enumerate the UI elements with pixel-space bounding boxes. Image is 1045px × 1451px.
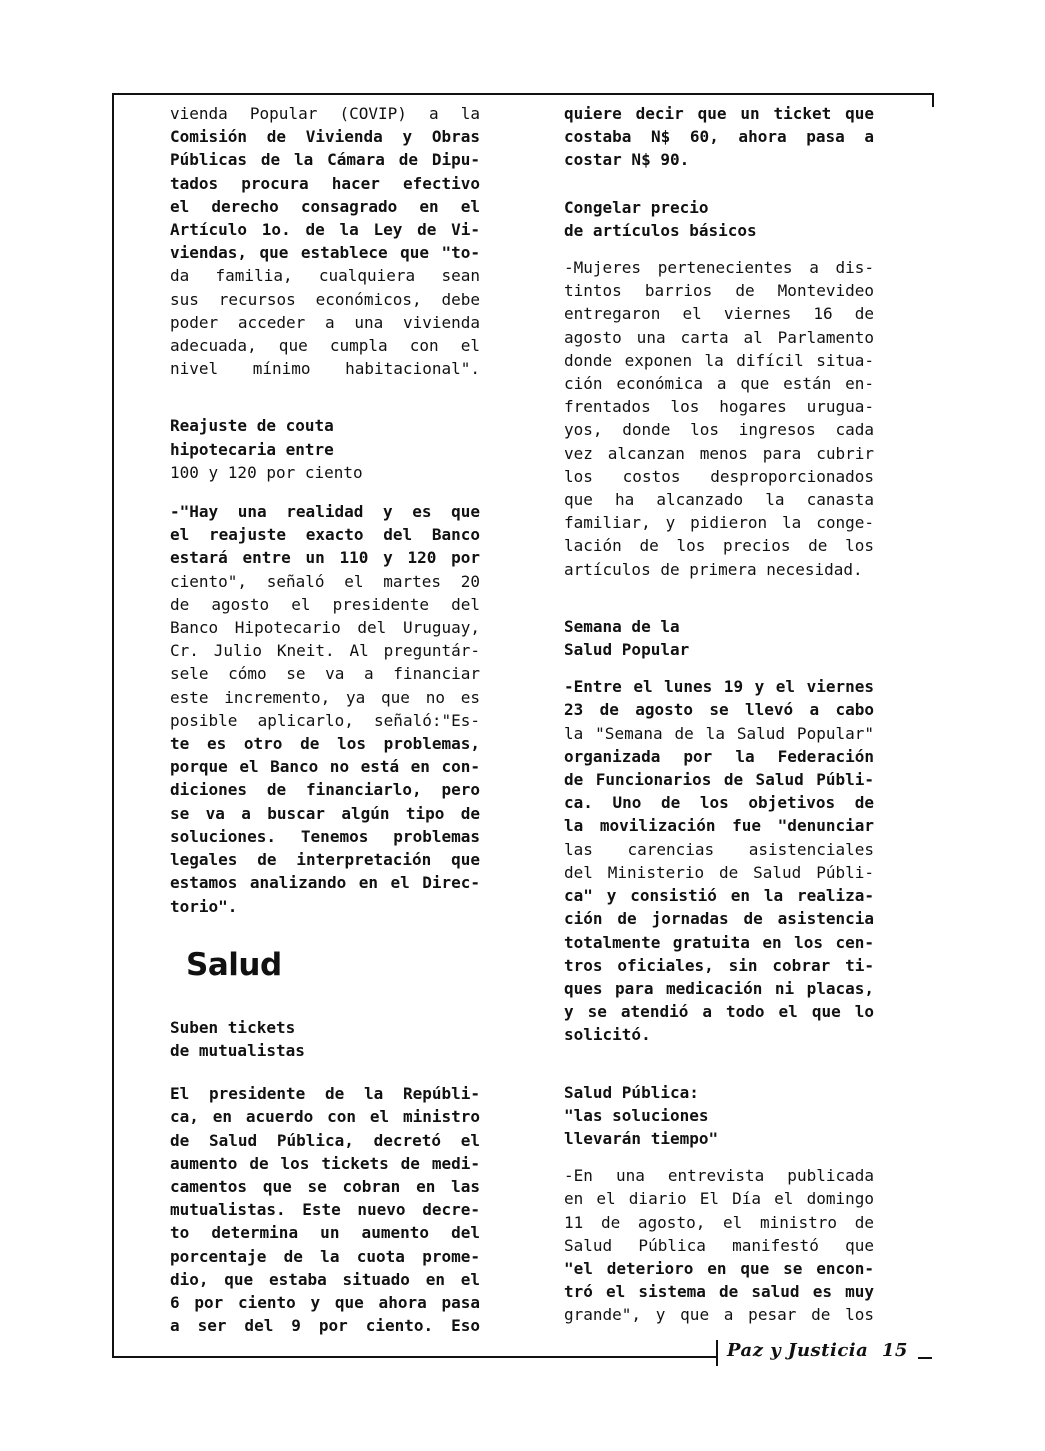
text-line: tados procura hacer efectivo [170, 173, 480, 193]
text-line: da familia, cualquiera sean [170, 266, 480, 286]
section-title [170, 946, 480, 984]
text-line: camentos que se cobran en las [170, 1176, 480, 1196]
text-line: -En una entrevista publicada [564, 1166, 874, 1186]
text-line: el reajuste exacto del Banco [170, 525, 480, 545]
text-line: familiar, y pidieron la conge- [564, 513, 874, 533]
text-line: tros oficiales, sin cobrar ti- [564, 955, 874, 975]
covip-paragraph [170, 102, 480, 380]
text-line: entregaron el viernes 16 de [564, 304, 874, 324]
text-line: de Funcionarios de Salud Públi- [564, 770, 874, 790]
text-line: torio". [170, 896, 238, 916]
heading-line: llevarán tiempo" [564, 1128, 719, 1148]
text-line: Salud Pública manifestó que [564, 1235, 874, 1255]
text-line: solicitó. [564, 1025, 651, 1045]
text-line: ca, en acuerdo con el ministro [170, 1107, 480, 1127]
text-line: posible aplicarlo, señaló:"Es- [170, 710, 480, 730]
text-line: el derecho consagrado en el [170, 196, 480, 216]
heading-line: hipotecaria entre [170, 439, 334, 459]
text-line: poder acceder a una vivienda [170, 312, 480, 332]
tickets-continuation [564, 102, 874, 172]
page-footer [727, 1340, 908, 1361]
text-line: del Ministerio de Salud Públi- [564, 862, 874, 882]
footer-end-rule [918, 1357, 932, 1359]
text-line: 11 de agosto, el ministro de [564, 1212, 874, 1232]
frame-right-rule [932, 93, 934, 107]
text-line: aumento de los tickets de medi- [170, 1153, 480, 1173]
frame-top-rule [112, 93, 934, 95]
text-line: 23 de agosto se llevó a cabo [564, 700, 874, 720]
text-line: agosto una carta al Parlamento [564, 327, 874, 347]
text-line: ques para medicación ni placas, [564, 978, 874, 998]
text-line: El presidente de la Repúbli- [170, 1084, 480, 1104]
heading-line: "las soluciones [564, 1105, 709, 1125]
page-number: 15 [881, 1340, 908, 1361]
heading-line: Semana de la [564, 616, 680, 636]
text-line: sus recursos económicos, debe [170, 289, 480, 309]
text-line: ciento", señaló el martes 20 [170, 571, 480, 591]
salud-publica-heading [564, 1081, 874, 1151]
text-line: Banco Hipotecario del Uruguay, [170, 618, 480, 638]
text-line: que ha alcanzado la canasta [564, 490, 874, 510]
text-line: quiere decir que un ticket que [564, 104, 874, 123]
text-line: to determina un aumento del [170, 1223, 480, 1243]
text-line: ción de jornadas de asistencia [564, 909, 874, 929]
text-line: mutualistas. Este nuevo decre- [170, 1200, 480, 1220]
text-line: estará entre un 110 y 120 por [170, 548, 480, 568]
salud-publica-paragraph [564, 1164, 874, 1326]
reajuste-heading [170, 414, 480, 484]
text-line: donde exponen la difícil situa- [564, 350, 874, 370]
text-line: Cr. Julio Kneit. Al preguntár- [170, 641, 480, 661]
text-line: te es otro de los problemas, [170, 734, 480, 754]
text-line: organizada por la Federación [564, 746, 874, 766]
text-line: 6 por ciento y que ahora pasa [170, 1292, 480, 1312]
text-line: -Mujeres pertenecientes a dis- [564, 258, 874, 278]
text-line: tró el sistema de salud es muy [564, 1282, 874, 1302]
text-line: soluciones. Tenemos problemas [170, 826, 480, 846]
tickets-paragraph [170, 1082, 480, 1337]
right-column [564, 102, 874, 1327]
text-line: totalmente gratuita en los cen- [564, 932, 874, 952]
text-line: y se atendió a todo el que lo [564, 1002, 874, 1022]
text-line: las carencias asistenciales [564, 839, 874, 859]
heading-line: Suben tickets [170, 1017, 296, 1037]
heading-line: Reajuste de couta [170, 416, 334, 436]
semana-heading [564, 615, 874, 661]
text-line: vez alcanzan menos para cubrir [564, 443, 874, 463]
text-line: nivel mínimo habitacional". [170, 359, 480, 379]
text-line: de agosto el presidente del [170, 594, 480, 614]
text-line: Comisión de Vivienda y Obras [170, 127, 480, 147]
heading-line: Salud Pública: [564, 1082, 699, 1102]
text-line: legales de interpretación que [170, 850, 480, 870]
text-line: artículos de primera necesidad. [564, 559, 863, 579]
text-line: porque el Banco no está en con- [170, 757, 480, 777]
text-line: viendas, que establece que "to- [170, 243, 480, 263]
text-line: grande", y que a pesar de los [564, 1305, 874, 1325]
text-line: estamos analizando en el Direc- [170, 873, 480, 893]
text-line: de Salud Pública, decretó el [170, 1130, 480, 1150]
frame-left-rule [112, 93, 114, 1358]
frame-bottom-rule [112, 1356, 717, 1358]
heading-line: de artículos básicos [564, 220, 757, 240]
text-line: sele cómo se va a financiar [170, 664, 480, 684]
text-line: diciones de financiarlo, pero [170, 780, 480, 800]
tickets-heading [170, 1016, 480, 1062]
footer-divider [716, 1340, 718, 1366]
text-line: -Entre el lunes 19 y el viernes [564, 677, 874, 697]
section-title-text: Salud [186, 946, 282, 983]
heading-line: Salud Popular [564, 640, 690, 660]
text-line: la "Semana de la Salud Popular" [564, 723, 874, 743]
text-line: a ser del 9 por ciento. Eso [170, 1316, 480, 1336]
text-line: porcentaje de la cuota prome- [170, 1246, 480, 1266]
text-line: adecuada, que cumpla con el [170, 336, 480, 356]
text-line: yos, donde los ingresos cada [564, 420, 874, 440]
text-line: ca" y consistió en la realiza- [564, 886, 874, 906]
text-line: Públicas de la Cámara de Dipu- [170, 150, 480, 170]
text-line: costaba N$ 60, ahora pasa a [564, 127, 874, 147]
congelar-paragraph [564, 256, 874, 581]
text-line: Artículo 1o. de la Ley de Vi- [170, 220, 480, 240]
text-line: se va a buscar algún tipo de [170, 803, 480, 823]
reajuste-paragraph [170, 500, 480, 918]
text-line: costar N$ 90. [564, 150, 690, 170]
text-line: frentados los hogares urugua- [564, 397, 874, 417]
text-line: en el diario El Día el domingo [564, 1189, 874, 1209]
text-line: tintos barrios de Montevideo [564, 281, 874, 301]
heading-line: de mutualistas [170, 1040, 305, 1060]
text-line: la movilización fue "denunciar [564, 816, 874, 836]
text-line: vienda Popular (COVIP) a la [170, 104, 480, 123]
text-line: dio, que estaba situado en el [170, 1269, 480, 1289]
heading-line: 100 y 120 por ciento [170, 462, 363, 482]
text-line: -"Hay una realidad y es que [170, 502, 480, 522]
text-line: ción económica a que están en- [564, 374, 874, 394]
congelar-heading [564, 196, 874, 242]
text-line: este incremento, ya que no es [170, 687, 480, 707]
text-line: ca. Uno de los objetivos de [564, 793, 874, 813]
left-column [170, 102, 480, 1337]
text-line: los costos desproporcionados [564, 466, 874, 486]
heading-line: Congelar precio [564, 197, 709, 217]
semana-paragraph [564, 675, 874, 1046]
magazine-name: Paz y Justicia [727, 1340, 869, 1361]
text-line: lación de los precios de los [564, 536, 874, 556]
text-line: "el deterioro en que se encon- [564, 1258, 874, 1278]
